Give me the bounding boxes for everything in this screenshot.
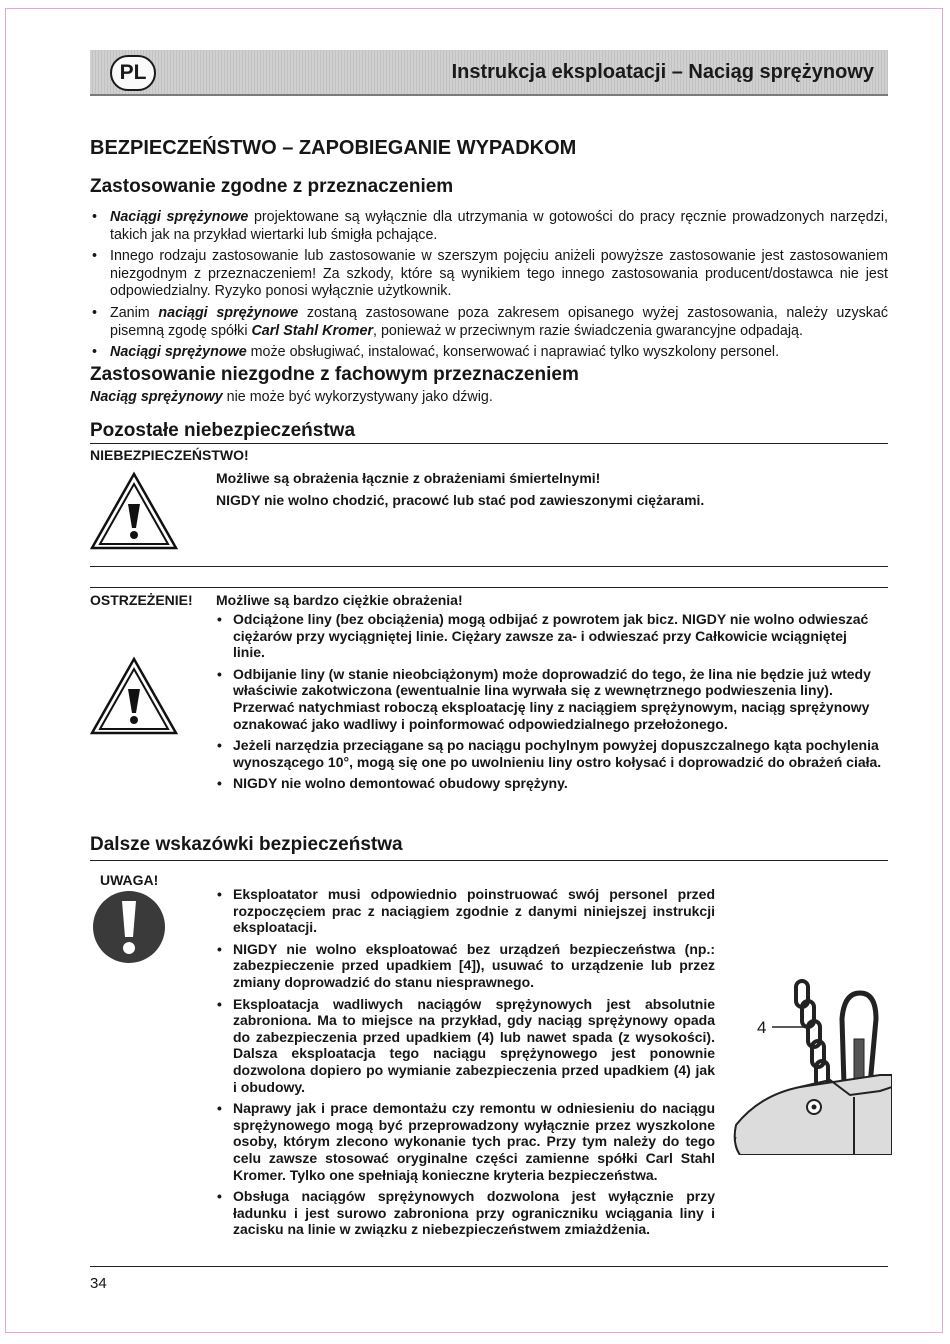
figure-callout-4: 4 (757, 1018, 767, 1037)
section-heading-intended-use: Zastosowanie zgodne z przeznaczeniem (90, 176, 454, 197)
list-item: • Odbijanie liny (w stanie nieobciążonym) może doprowadzić do tego, że lina nie będzie już wtedy właściwie zakotwiczona (ewentualnie lina wyrwała się z wewnętrznego podwieszenia liny). Przerwać natychmiast roboczą eksploatację liny z naciągiem sprężynowym, naciąg sprężynowy oznakować jako wadliwy i poinformować odpowiedzialnego przełożonego. (216, 666, 882, 732)
misuse-text: Naciąg sprężynowy nie może być wykorzystywany jako dźwig. (90, 389, 493, 405)
list-item: • Eksploatator musi odpowiednio poinstruować swój personel przed rozpoczęciem prac z naciągiem zgodnie z danymi niniejszej instrukcji eksploatacji. (215, 886, 715, 936)
list-item: • NIGDY nie wolno demontować obudowy sprężyny. (216, 775, 882, 792)
page-number: 34 (90, 1275, 107, 1292)
fall-protection-figure (730, 975, 892, 1155)
danger-text: Możliwe są obrażenia łącznie z obrażeniami śmiertelnymi! NIGDY nie wolno chodzić, pracowć lub stać pod zawieszonymi ciężarami. (216, 470, 705, 508)
header-title: Instrukcja eksploatacji – Naciąg sprężynowy (451, 61, 874, 83)
list-item: • Zanim naciągi sprężynowe zostaną zastosowane poza zakresem opisanego wyżej zastosowania, należy uzyskać pisemną zgodę spółki Carl Stahl Kromer, ponieważ w przeciwnym razie świadczenia gwarancyjne odpadają. (90, 305, 888, 340)
list-item: • Odciążone liny (bez obciążenia) mogą odbijać z powrotem jak bicz. NIGDY nie wolno odwieszać ciężarów przy wyciągniętej linie. Ciężary zawsze za- i odwieszać przy Całkowicie wciągniętej linie. (216, 611, 882, 661)
list-item: • Naciągi sprężynowe może obsługiwać, instalować, konserwować i naprawiać tylko wyszkolony personel. (90, 344, 888, 362)
divider (90, 1266, 888, 1267)
list-item: • Eksploatacja wadliwych naciągów sprężynowych jest absolutnie zabroniona. Ma to miejsce na przykład, gdy naciąg sprężynowy opada do zabezpieczenia przed upadkiem (4) lub nawet spada (z wysokości). Dalsza eksploatacja tego naciągu sprężynowego jest ponownie dozwolona dopiero po wymianie zabezpieczenia przed upadkiem (4) jak i obudowy. (215, 996, 715, 1096)
section-heading-further: Dalsze wskazówki bezpieczeństwa (90, 834, 403, 855)
divider (90, 443, 888, 444)
warning-triangle-icon (88, 470, 180, 552)
section-heading-misuse: Zastosowanie niezgodne z fachowym przeznaczeniem (90, 364, 579, 385)
warning-list (216, 611, 882, 797)
caution-label: UWAGA! (100, 872, 159, 888)
warning-triangle-icon (88, 655, 180, 737)
list-item: • NIGDY nie wolno eksploatować bez urządzeń bezpieczeństwa (np.: zabezpieczenie przed upadkiem [4]), usuwać to urządzenie lub przez zmiany doprowadzić do stanu niesprawnego. (215, 941, 715, 991)
main-heading: BEZPIECZEŃSTWO – ZAPOBIEGANIE WYPADKOM (90, 137, 577, 159)
language-badge: PL (110, 55, 156, 91)
danger-label: NIEBEZPIECZEŃSTWO! (90, 447, 249, 463)
warning-label: OSTRZEŻENIE! (90, 592, 193, 608)
list-item: • Naciągi sprężynowe projektowane są wyłącznie dla utrzymania w gotowości do pracy ręcznie prowadzonych narzędzi, takich jak na przykład wiertarki lub śmigła pchające. (90, 209, 888, 244)
caution-exclamation-icon (91, 889, 167, 965)
intended-use-list (90, 209, 888, 366)
section-heading-residual: Pozostałe niebezpieczeństwa (90, 420, 356, 441)
list-item: • Innego rodzaju zastosowanie lub zastosowanie w szerszym pojęciu aniżeli powyższe zastosowanie jest zastosowaniem niezgodnym z przeznaczeniem! Za szkody, które są wynikiem tego innego zastosowania producent/dostawca nie jest odpowiedzialny. Ryzyko ponosi wyłącznie użytkownik. (90, 248, 888, 301)
divider (90, 587, 888, 588)
divider (90, 860, 888, 861)
warning-intro: Możliwe są bardzo ciężkie obrażenia! (216, 592, 463, 608)
divider (90, 566, 888, 567)
caution-list (215, 886, 715, 1243)
list-item: • Naprawy jak i prace demontażu czy remontu w odniesieniu do naciągu sprężynowego mogą być przeprowadzony wyłącznie przez wyszkolone osoby, którym zlecono wykonanie tych prac. Przy tym należy do tego celu zawsze stosować oryginalne części zamienne spółki Carl Stahl Kromer. Tylko one spełniają konieczne kryteria bezpieczeństwa. (215, 1100, 715, 1183)
list-item: • Jeżeli narzędzia przeciągane są po naciągu pochylnym powyżej dopuszczalnego kąta pochylenia wynoszącego 10°, mogą się one po uwolnieniu liny ostro kołysać i doprowadzić do obrażeń ciała. (216, 737, 882, 770)
list-item: • Obsługa naciągów sprężynowych dozwolona jest wyłącznie przy ładunku i jest surowo zabroniona przy ograniczniku wciągania liny i zacisku na linie w związku z niebezpieczeństwem zmiażdżenia. (215, 1188, 715, 1238)
